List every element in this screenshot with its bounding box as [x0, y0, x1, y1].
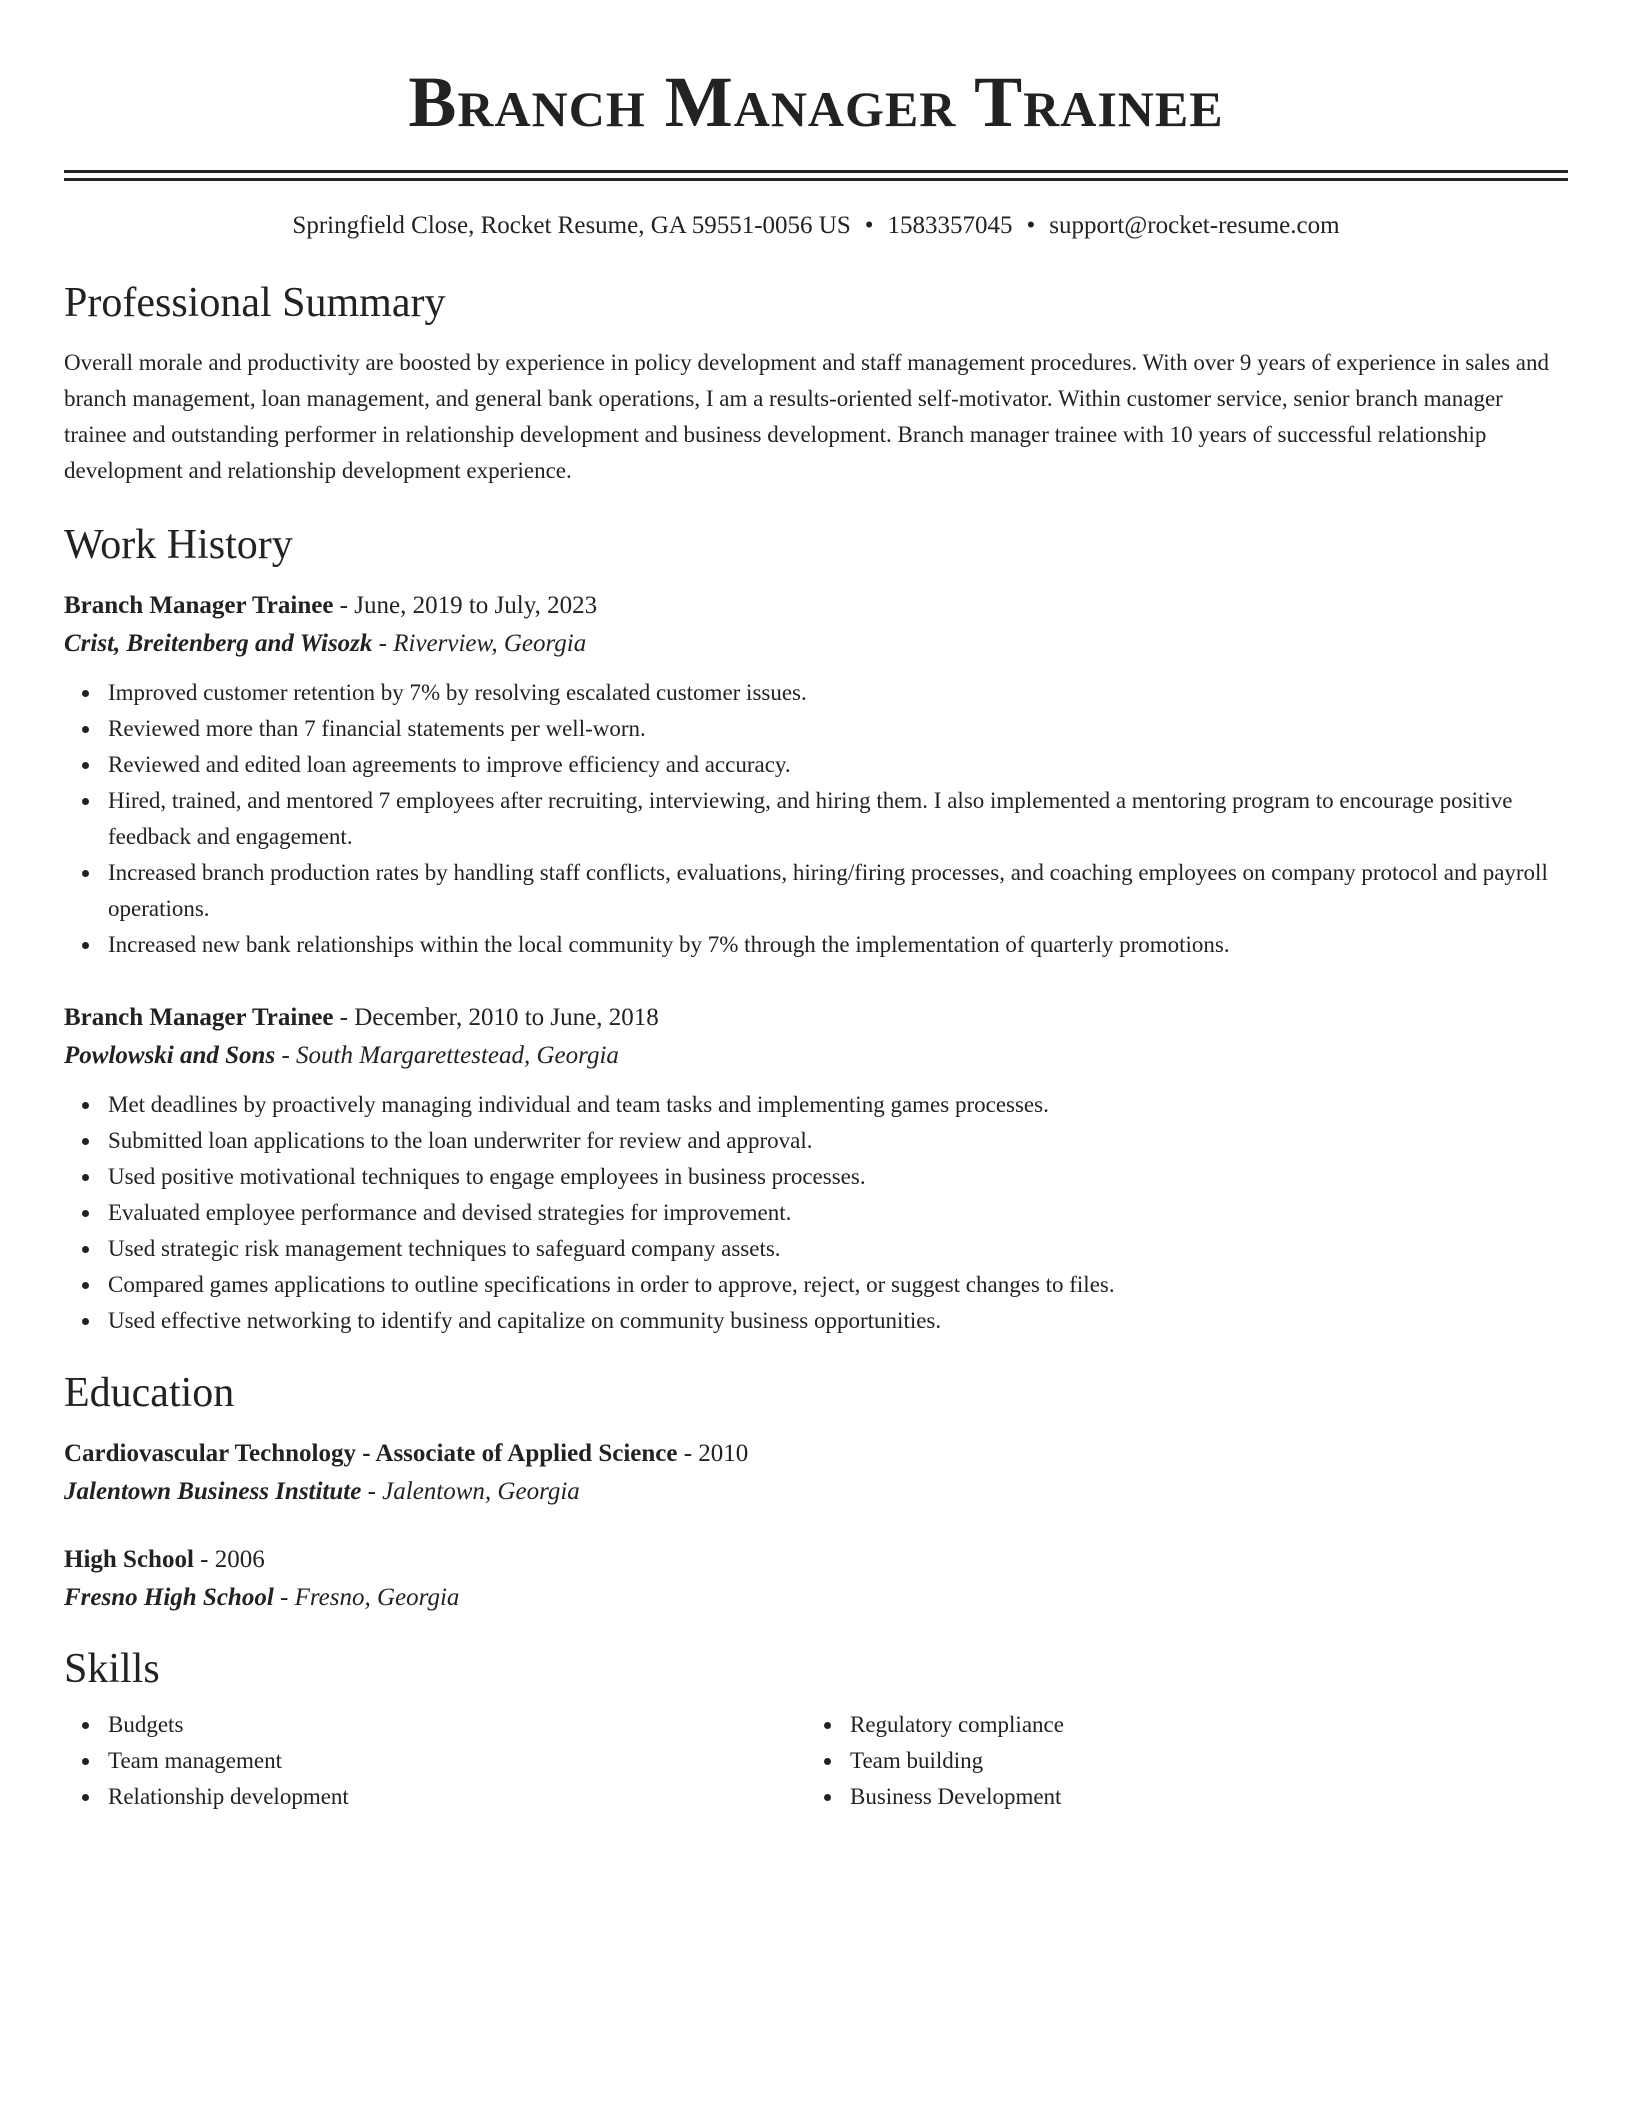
contact-address: Springfield Close, Rocket Resume, GA 59551-0056 US: [292, 212, 851, 239]
degree-line: [64, 1541, 1568, 1579]
education-heading: Education: [64, 1370, 235, 1416]
graduation-year: - 2010: [677, 1440, 749, 1467]
skills-grid: [64, 1707, 1568, 1815]
skills-list: [806, 1707, 1548, 1815]
list-item: Used effective networking to identify and capitalize on community business opportunities.: [108, 1303, 1568, 1339]
job-title: Branch Manager Trainee: [64, 592, 334, 619]
job-company-line: [64, 1037, 1568, 1075]
school-line: [64, 1473, 1568, 1511]
job-entry: [64, 587, 1568, 963]
summary-heading: Professional Summary: [64, 280, 446, 326]
list-item: Reviewed and edited loan agreements to improve efficiency and accuracy.: [108, 747, 1568, 783]
list-item: Reviewed more than 7 financial statements per well-worn.: [108, 711, 1568, 747]
school-name: Fresno High School: [64, 1584, 274, 1611]
skills-heading: Skills: [64, 1646, 160, 1692]
job-bullets: [64, 675, 1568, 963]
list-item: Compared games applications to outline specifications in order to approve, reject, or suggest changes to files.: [108, 1267, 1568, 1303]
list-item: Met deadlines by proactively managing individual and team tasks and implementing games processes.: [108, 1087, 1568, 1123]
job-company: Powlowski and Sons: [64, 1042, 276, 1069]
skill-item: Business Development: [850, 1779, 1548, 1815]
job-company: Crist, Breitenberg and Wisozk: [64, 630, 373, 657]
list-item: Submitted loan applications to the loan underwriter for review and approval.: [108, 1123, 1568, 1159]
education-entry: [64, 1541, 1568, 1617]
graduation-year: - 2006: [193, 1546, 265, 1573]
skills-column-right: [806, 1707, 1548, 1815]
job-entry: [64, 999, 1568, 1339]
job-title-line: [64, 587, 1568, 625]
school-name: Jalentown Business Institute: [64, 1478, 362, 1505]
skills-column-left: [64, 1707, 806, 1815]
skill-item: Team building: [850, 1743, 1548, 1779]
list-item: Hired, trained, and mentored 7 employees after recruiting, interviewing, and hiring them. I also implemented a mentoring program to encourage positive feedback and engagement.: [108, 783, 1568, 855]
school-location: - Jalentown, Georgia: [361, 1478, 580, 1505]
list-item: Evaluated employee performance and devised strategies for improvement.: [108, 1195, 1568, 1231]
skill-item: Relationship development: [108, 1779, 806, 1815]
degree-line: [64, 1435, 1568, 1473]
candidate-name: Branch Manager Trainee: [408, 62, 1224, 142]
skill-item: Budgets: [108, 1707, 806, 1743]
contact-separator: •: [1026, 212, 1036, 239]
contact-separator: •: [864, 212, 874, 239]
work-history-heading: Work History: [64, 522, 293, 568]
job-company-line: [64, 625, 1568, 663]
list-item: Improved customer retention by 7% by resolving escalated customer issues.: [108, 675, 1568, 711]
job-dates: - December, 2010 to June, 2018: [333, 1004, 659, 1031]
contact-line: [64, 209, 1568, 243]
header-divider: [64, 170, 1568, 181]
job-dates: - June, 2019 to July, 2023: [333, 592, 598, 619]
list-item: Increased new bank relationships within the local community by 7% through the implementation of quarterly promotions.: [108, 927, 1568, 963]
job-location: - Riverview, Georgia: [372, 630, 587, 657]
skills-list: [64, 1707, 806, 1815]
list-item: Used strategic risk management techniques to safeguard company assets.: [108, 1231, 1568, 1267]
job-title-line: [64, 999, 1568, 1037]
skill-item: Regulatory compliance: [850, 1707, 1548, 1743]
job-bullets: [64, 1087, 1568, 1339]
job-title: Branch Manager Trainee: [64, 1004, 334, 1031]
school-location: - Fresno, Georgia: [273, 1584, 460, 1611]
degree: Cardiovascular Technology - Associate of Applied Science: [64, 1440, 678, 1467]
education-entry: [64, 1435, 1568, 1511]
contact-email: support@rocket-resume.com: [1049, 212, 1340, 239]
list-item: Used positive motivational techniques to engage employees in business processes.: [108, 1159, 1568, 1195]
school-line: [64, 1579, 1568, 1617]
list-item: Increased branch production rates by handling staff conflicts, evaluations, hiring/firing processes, and coaching employees on company protocol and payroll operations.: [108, 855, 1568, 927]
summary-text: Overall morale and productivity are boosted by experience in policy development and staff management procedures. With over 9 years of experience in sales and branch management, loan management, and general bank operations, I am a results-oriented self-motivator. Within customer service, senior branch manager trainee and outstanding performer in relationship development and business development. Branch manager trainee with 10 years of successful relationship development and relationship development experience.: [64, 350, 1550, 483]
job-location: - South Margarettestead, Georgia: [275, 1042, 619, 1069]
contact-phone: 1583357045: [887, 212, 1013, 239]
skill-item: Team management: [108, 1743, 806, 1779]
degree: High School: [64, 1546, 194, 1573]
